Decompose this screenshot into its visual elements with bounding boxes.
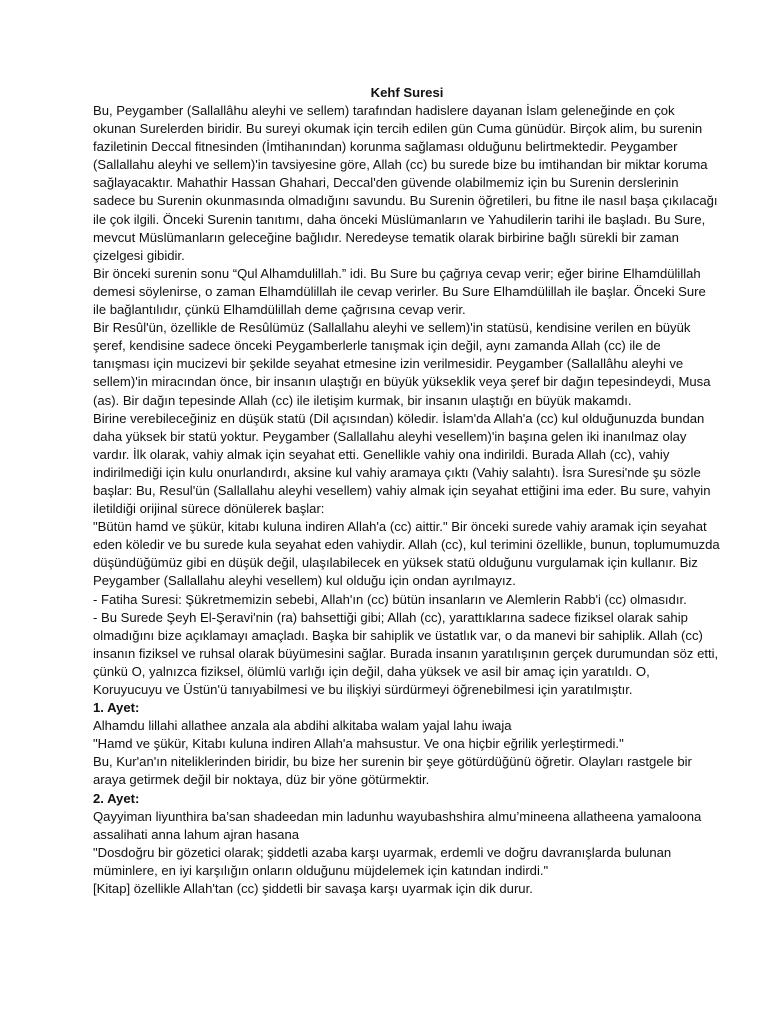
ayet-1-translation: "Hamd ve şükür, Kitabı kuluna indiren Allah'a mahsustur. Ve ona hiçbir eğrilik yerleştirmedi.": [93, 736, 624, 752]
paragraph-seravi: - Bu Surede Şeyh El-Şeravi'nin (ra) bahsettiği gibi; Allah (cc), yarattıklarına sadece fiziksel olarak sahip olmadığını bize açıklamayı amaçladı. Başka bir sahiplik ve üstatlık var, o da manevi bir sahiplik. Allah (cc) insanın fiziksel ve ruhsal olarak büyümesini sağlar. Burada insanın yaratılışının gerçek durumundan söz etti, çünkü O, yalnızca fiziksel, ölümlü varlığı için değil, daha yüksek ve asil bir amaç için yaratıldı. O, Koruyucuyu ve Üstün'ü tanıyabilmesi ve bu ilişkiyi sürdürmeyi öğrenebilmesi için yaratılmıştır.: [93, 609, 719, 697]
paragraph-hamd-quote: "Bütün hamd ve şükür, kitabı kuluna indiren Allah'a (cc) aittir." Bir önceki surede vahiy aramak için seyahat eden köledir ve bu surede kula seyahat eden vahiydir. Allah (cc), kul terimini özellikle, bunun, toplumumuzda düşündüğümüz gibi en düşük değil, ulaşılabilecek en yüksek statü olduğunu vurgulamak için kullanır. Biz Peygamber (Sallallahu aleyhi vesellem) kul olduğu için ondan ayrılmayız.: [93, 519, 720, 589]
ayet-1-heading: 1. Ayet:: [93, 700, 140, 716]
document-page: [93, 84, 721, 898]
ayet-2-commentary: [Kitap] özellikle Allah'tan (cc) şiddetli bir savaşa karşı uyarmak için dik durur.: [93, 881, 533, 897]
paragraph-fatiha: - Fatiha Suresi: Şükretmemizin sebebi, Allah'ın (cc) bütün insanların ve Alemlerin Rabb'i (cc) olmasıdır.: [93, 591, 687, 607]
paragraph-resul-status: Bir Resûl'ün, özellikle de Resûlümüz (Sallallahu aleyhi ve sellem)'in statüsü, kendisine verilen en büyük şeref, kendisine sadece önceki Peygamberlerle tanışmak için değil, aynı zamanda Allah (cc) ile de tanışması için mucizevi bir şekilde seyahat etmesine izin verilmesidir. Peygamber (Sallallâhu aleyhi ve sellem)'in miracından önce, bir insanın ulaştığı en büyük yükseklik veya şeref bir dağın tepesindeydi, Musa (as). Bir dağın tepesinde Allah (cc) ile iletişim kurmak, bir insanın ulaştığı en büyük makamdı.: [93, 320, 711, 408]
ayet-2-translation: "Dosdoğru bir gözetici olarak; şiddetli azaba karşı uyarmak, erdemli ve doğru davranışlarda bulunan müminlere, en iyi karşılığın onların olduğunu müjdelemek için katından indirdi.": [93, 844, 672, 878]
ayet-2-transliteration: Qayyiman liyunthira ba’san shadeedan min ladunhu wayubashshira almu’mineena allatheena yamaloona assalihati anna lahum ajran hasana: [93, 808, 702, 842]
ayet-2-heading: 2. Ayet:: [93, 790, 140, 806]
paragraph-elhamdulillah: Bir önceki surenin sonu “Qul Alhamdulillah.” idi. Bu Sure bu çağrıya cevap verir; eğer birine Elhamdülillah demesi söylenirse, o zaman Elhamdülillah ile cevap verirler. Bu Sure Elhamdülillah ile başlar. Önceki Sure ile bağlantılıdır, çünkü Elhamdülillah deme çağrısına cevap verir.: [93, 265, 706, 318]
ayet-1-transliteration: Alhamdu lillahi allathee anzala ala abdihi alkitaba walam yajal lahu iwaja: [93, 718, 512, 734]
paragraph-intro: Bu, Peygamber (Sallallâhu aleyhi ve sellem) tarafından hadislere dayanan İslam geleneğinde en çok okunan Surelerden biridir. Bu sureyi okumak için tercih edilen gün Cuma günüdür. Birçok alim, bu surenin faziletinin Deccal fitnesinden (İmtihanından) korunma sağlaması olduğunu belirtmektedir. Peygamber (Sallallahu aleyhi ve sellem)'in tavsiyesine göre, Allah (cc) bu surede bize bu imtihandan bir miktar koruma sağlayacaktır. Mahathir Hassan Ghahari, Deccal'den güvende olabilmemiz için bu Surenin derslerinin sadece bu Surenin okunmasında olmadığını savundu. Bu Surenin öğretileri, bu fitne ile nasıl başa çıkılacağı ile çok ilgili. Önceki Surenin tanıtımı, daha önceki Müslümanların ve Yahudilerin tarihi ile başladı. Bu Sure, mevcut Müslümanların geleceğine bağlıdır. Neredeyse tematik olarak birbirine bağlı sürekli bir zaman çizelgesi gibidir.: [93, 103, 718, 263]
ayet-1-commentary: Bu, Kur'an'ın niteliklerinden biridir, bu bize her surenin bir şeye götürdüğünü öğretir. Olayları rastgele bir araya getirmek değil bir noktaya, düz bir yöne götürmektir.: [93, 754, 692, 788]
document-title: Kehf Suresi: [370, 85, 444, 100]
paragraph-kul-status: Birine verebileceğiniz en düşük statü (Dil açısından) köledir. İslam'da Allah'a (cc) kul olduğunuzda bundan daha yüksek bir statü yoktur. Peygamber (Sallallahu aleyhi vesellem)'in başına gelen iki inanılmaz olay vardır. İlk olarak, vahiy almak için seyahat etti. Genellikle vahiy ona indirildi. Burada Allah (cc), vahiy indirilmediği için kulu onurlandırdı, aksine kul vahiy aramaya çıktı (Vahiy salahtı). İsra Suresi'nde şu sözle başlar: Bu, Resul'ün (Sallallahu aleyhi vesellem) vahiy almak için seyahat ettiğini ima eder. Bu sure, vahyin iletildiği orijinal sürece dönülerek başlar:: [93, 410, 711, 517]
